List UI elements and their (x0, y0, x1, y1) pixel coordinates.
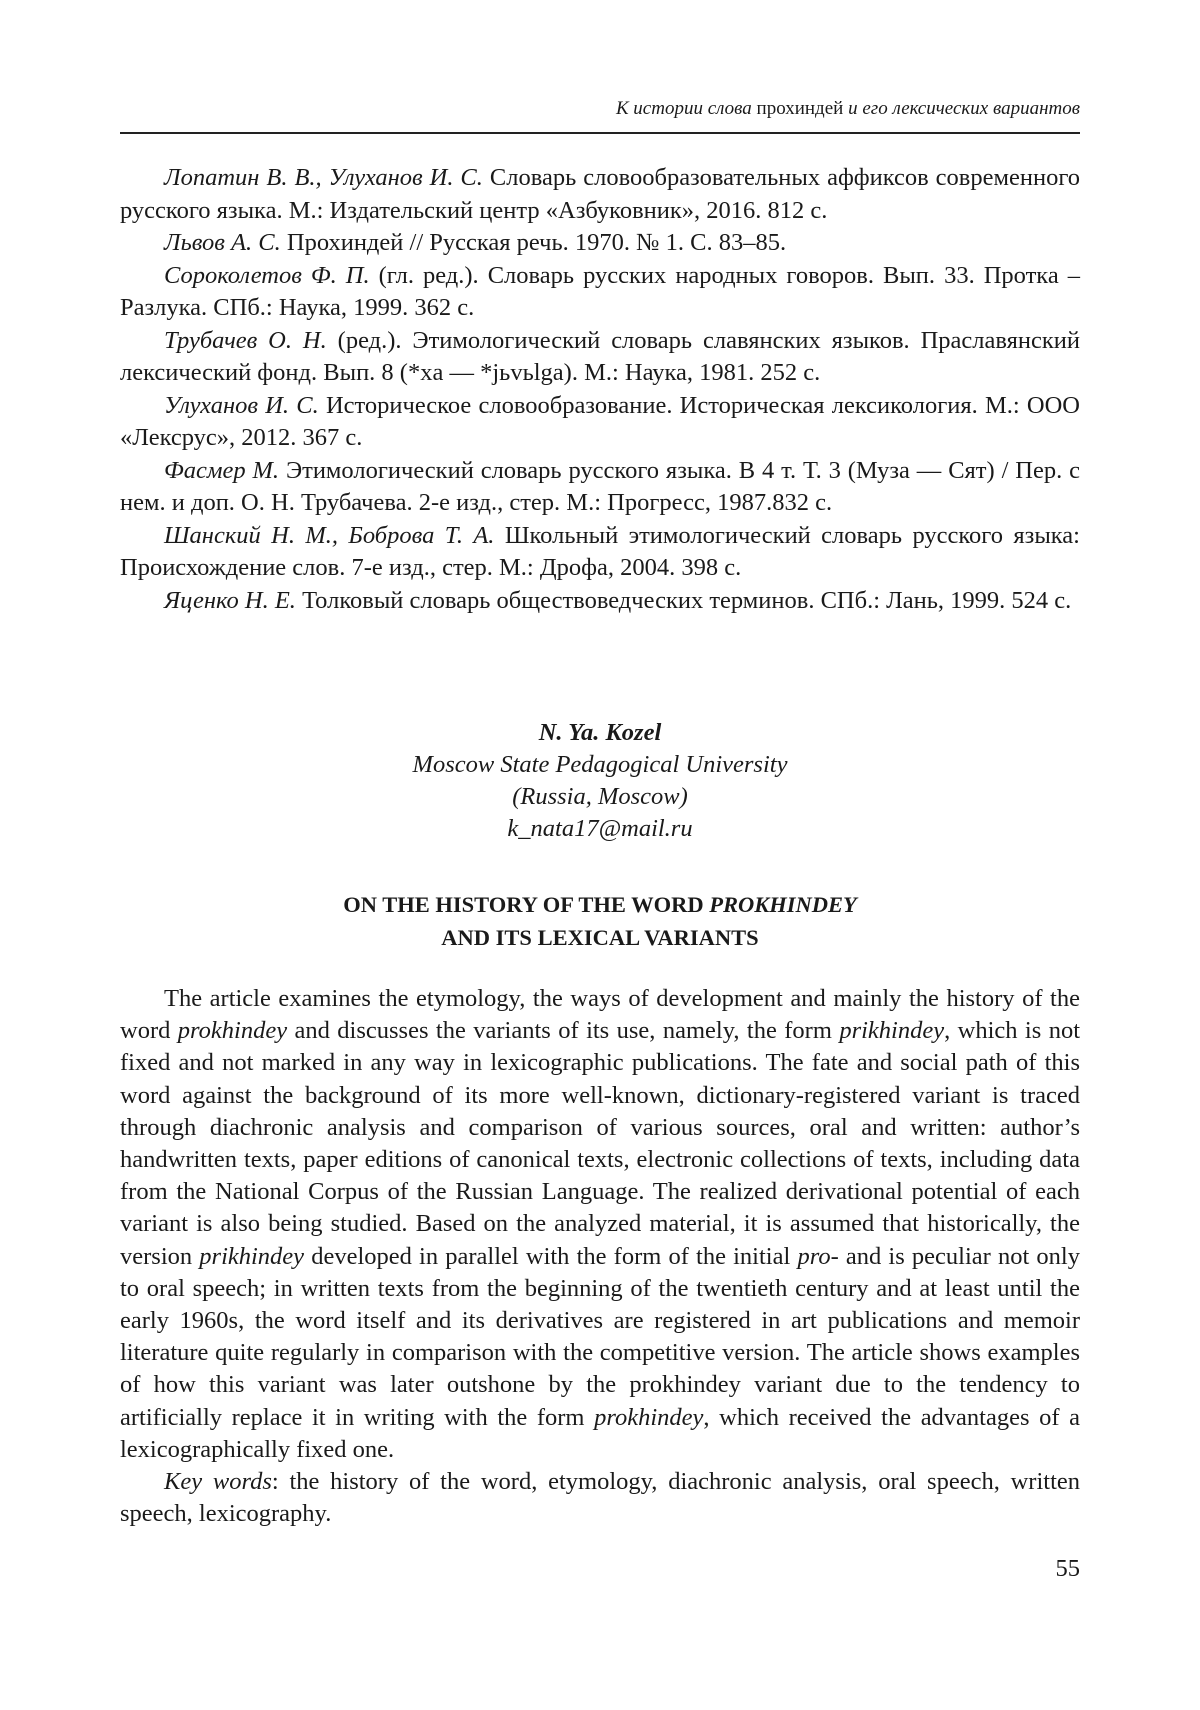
reference-item (120, 162, 1080, 227)
reference-author: Лопатин В. В., Улуханов И. С. (164, 164, 483, 191)
reference-author: Фасмер М. (164, 456, 280, 484)
article-title-line-1 (120, 888, 1080, 921)
running-head-part1: К истории слова (615, 98, 752, 119)
reference-author: Сороколетов Ф. П. (164, 261, 370, 289)
reference-text: Словарь словообразовательных аффиксов современного русского языка. М.: Издательский центр «Азбуковник», 2016. 812 с. (120, 164, 1081, 224)
abstract-text: and discusses the variants of its use, namely, the form (294, 1017, 832, 1045)
abstract-text: , which received the advantages of a lexicographically fixed one. (120, 1403, 1081, 1463)
author-location: (Russia, Moscow) (512, 783, 688, 810)
author-affiliation: Moscow State Pedagogical University (412, 751, 788, 778)
reference-item (120, 585, 1080, 618)
keywords-label: Key words (164, 1468, 272, 1496)
reference-item (120, 390, 1080, 455)
keywords-text: : the history of the word, etymology, diachronic analysis, oral speech, written speech, lexicography. (120, 1468, 1081, 1528)
author-name: N. Ya. Kozel (538, 719, 662, 746)
reference-author: Яценко Н. Е. (164, 586, 296, 614)
abstract-text: , which is not fixed and not marked in any way in lexicographic publications. The fate and social path of this word against the background of its more well-known, dictionary-registered variant is traced through diachronic analysis and comparison of various sources, oral and written: author’s handwritten texts, paper editions of canonical texts, electronic collections of texts, including data from the National Corpus of the Russian Language. The realized derivational potential of each variant is also being studied. Based on the analyzed material, it is assumed that historically, the version (120, 1017, 1080, 1270)
running-head-part3: и его лексических вариантов (848, 98, 1080, 119)
reference-text: (гл. ред.). Словарь русских народных говоров. Вып. 33. Протка – Разлука. СПб.: Наука, 1999. 362 с. (120, 261, 1081, 321)
reference-author: Львов А. С. (164, 229, 281, 256)
abstract (120, 983, 1080, 1530)
article-title (120, 888, 1080, 954)
running-head-part2: прохиндей (756, 98, 844, 119)
article-title-prefix: ON THE HISTORY OF THE WORD (343, 892, 704, 917)
running-head (120, 96, 1080, 122)
header-rule (120, 132, 1080, 134)
abstract-text: developed in parallel with the form of the initial (311, 1242, 791, 1270)
reference-text: Этимологический словарь русского языка. В 4 т. Т. 3 (Муза — Сят) / Пер. с нем. и доп. О. Н. Трубачева. 2-е изд., стер. М.: Прогресс, 1987.832 с. (120, 456, 1080, 516)
reference-item (120, 520, 1080, 585)
reference-text: (ред.). Этимологический словарь славянских языков. Праславянский лексический фонд. Вып. 8 (*xa — *jьvьlga). М.: Наука, 1981. 252 с. (120, 326, 1080, 386)
reference-author: Улуханов И. С. (164, 391, 319, 419)
reference-text: Толковый словарь обществоведческих терминов. СПб.: Лань, 1999. 524 с. (302, 586, 1072, 614)
article-title-word: PROKHINDEY (709, 892, 857, 917)
abstract-text: and is peculiar not only to oral speech; in written texts from the beginning of the twentieth century and at least until the early 1960s, the word itself and its derivatives are registered in art publications and memoir literature quite regularly in comparison with the competitive version. The article shows examples of how this variant was later outshone by the prokhindey variant due to the tendency to artificially replace it in writing with the form (120, 1242, 1080, 1431)
abstract-term: prikhindey (839, 1017, 945, 1045)
author-email: k_nata17@mail.ru (507, 815, 693, 842)
reference-text: Историческое словообразование. Историческая лексикология. М.: ООО «Лексрус», 2012. 367 с. (120, 391, 1080, 451)
reference-author: Трубачев О. Н. (164, 326, 327, 354)
abstract-text: The article examines the etymology, the ways of development and mainly the history of the word (120, 985, 1080, 1045)
reference-author: Шанский Н. М., Боброва Т. А. (164, 521, 495, 549)
abstract-term: pro- (797, 1242, 839, 1270)
keywords-paragraph (120, 1466, 1080, 1530)
reference-item (120, 227, 1080, 260)
abstract-term: prokhindey (177, 1017, 288, 1045)
reference-item (120, 325, 1080, 390)
abstract-paragraph (120, 983, 1080, 1466)
page-number: 55 (1055, 1555, 1080, 1582)
reference-text: Прохиндей // Русская речь. 1970. № 1. С. 83–85. (286, 229, 787, 256)
reference-item (120, 455, 1080, 520)
reference-text: Школьный этимологический словарь русского языка: Происхождение слов. 7-е изд., стер. М.: Дрофа, 2004. 398 с. (120, 521, 1080, 581)
article-title-line-2: AND ITS LEXICAL VARIANTS (441, 925, 759, 950)
abstract-term: prikhindey (199, 1242, 305, 1270)
reference-item (120, 260, 1080, 325)
reference-list (120, 162, 1080, 617)
author-block (120, 717, 1080, 845)
abstract-term: prokhindey (594, 1403, 704, 1431)
